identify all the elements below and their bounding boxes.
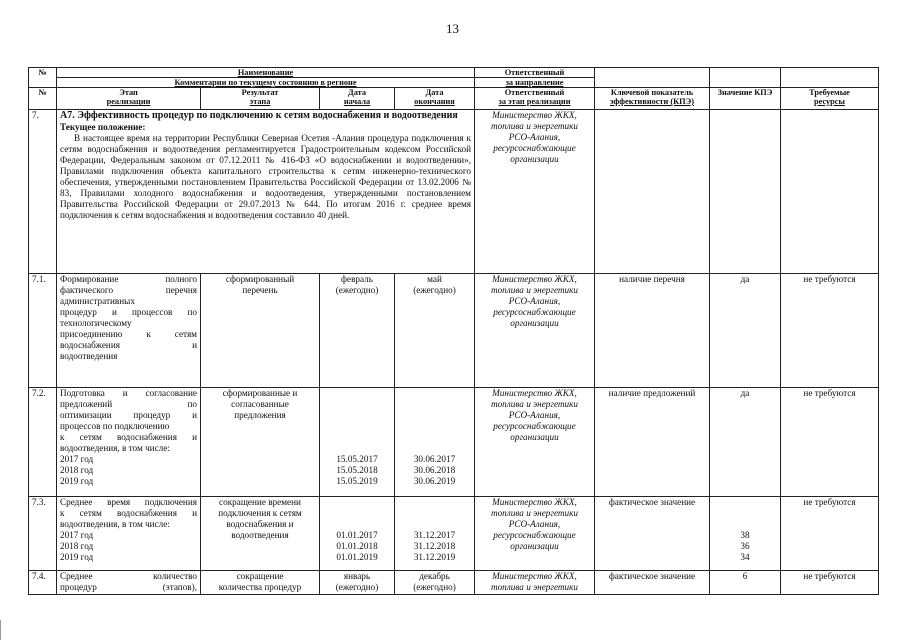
row-start: январь (ежегодно) [320,571,395,595]
row-result: сформированный перечень [201,274,320,388]
row-resources: не требуются [781,571,879,595]
row-resources: не требуются [781,497,879,571]
row-result: сформированные и согласованные предложения [201,388,320,497]
row-kpi: наличие перечня [595,274,710,388]
row-end: май (ежегодно) [395,274,475,388]
row-kpi: фактическое значение [595,571,710,595]
road-map-table [28,67,879,595]
section-responsible: Министерство ЖКХ, топлива и энергетики РСО-Алания, ресурсоснабжающие организации [475,110,595,274]
row-end: 30.06.2017 30.06.2018 30.06.2019 [395,388,475,497]
section-body: В настоящее время на территории Республики Северная Осетия -Алания процедура подключения к сетям водоснабжения и водоотведения регламентируется Градостроительным кодексом Российской Федерации, Федеральным законом от 07.12.2011 № 416-ФЗ «О водоснабжении и водоотведении», Правилами подключения объекта капитального строительства к сетям инженерно-технического обеспечения, утвержденными постановлением Правительства Российской Федерации от 13.02.2006 № 83, Правилами холодного водоснабжения и водоотведения, утвержденными постановлением Правительства Российской Федерации от 29.07.2013 № 644. По итогам 2016 г. среднее время подключения к сетям водоснабжения и водоотведения составило 40 дней. [60,133,471,220]
row-number: 7.2. [29,388,57,497]
header-start: Дата начала [320,88,395,110]
row-stage: Подготовка и согласование предложений по оптимизации процедур и процессов по подключению к сетям водоснабжения и водоотведения, в том числе: 2017 год 2018 год 2019 год [57,388,201,497]
table-row [29,497,879,571]
header-comment: Комментарии по текущему состоянию в регионе [57,78,475,88]
header-num-2: № [29,88,57,110]
row-kpi-value: 6 [710,571,781,595]
header-end: Дата окончания [395,88,475,110]
header-result: Результат этапа [201,88,320,110]
header-num: № [29,68,57,88]
row-kpi-value: да [710,274,781,388]
header-kpi: Ключевой показатель эффективности (КПЭ) [595,88,710,110]
row-kpi: наличие предложений [595,388,710,497]
header-responsible-direction: за направление [475,78,595,88]
table-row [29,571,879,595]
page-number: 13 [446,21,459,36]
row-number: 7.1. [29,274,57,388]
row-stage: Среднее время подключения к сетям водоснабжения и водоотведения, в том числе: 2017 год 2018 год 2019 год [57,497,201,571]
section-title: А7. Эффективность процедур по подключению к сетям водоснабжения и водоотведения [60,110,458,121]
row-stage: Среднее количество процедур (этапов), [57,571,201,595]
table-row [29,388,879,497]
section-number: 7. [29,110,57,274]
section-description [57,110,475,274]
row-responsible: Министерство ЖКХ, топлива и энергетики РСО-Алания, ресурсоснабжающие организации [475,388,595,497]
row-responsible: Министерство ЖКХ, топлива и энергетики [475,571,595,595]
section-current-label: Текущее положение: [60,122,146,132]
row-number: 7.3. [29,497,57,571]
row-start: февраль (ежегодно) [320,274,395,388]
header-responsible-top: Ответственный [475,68,595,78]
header-kpi-value: Значение КПЭ [710,88,781,110]
scan-edge-mark [0,620,1,640]
row-resources: не требуются [781,388,879,497]
row-responsible: Министерство ЖКХ, топлива и энергетики РСО-Алания, ресурсоснабжающие организации [475,274,595,388]
row-start: 15.05.2017 15.05.2018 15.05.2019 [320,388,395,497]
header-responsible-stage: Ответственный за этап реализации [475,88,595,110]
row-resources: не требуются [781,274,879,388]
row-end: декабрь (ежегодно) [395,571,475,595]
row-kpi-value: 38 36 34 [710,497,781,571]
row-kpi: фактическое значение [595,497,710,571]
section-row [29,110,879,274]
row-result: сокращение времени подключения к сетям водоснабжения и водоотведения [201,497,320,571]
row-kpi-value: да [710,388,781,497]
row-stage: Формирование полного фактического перечня административных процедур и процессов по технологическому присоединению к сетям водоснабжения и водоотведения [57,274,201,388]
header-resources: Требуемые ресурсы [781,88,879,110]
row-responsible: Министерство ЖКХ, топлива и энергетики РСО-Алания, ресурсоснабжающие организации [475,497,595,571]
row-number: 7.4. [29,571,57,595]
header-stage: Этап реализации [57,88,201,110]
row-end: 31.12.2017 31.12.2018 31.12.2019 [395,497,475,571]
row-start: 01.01.2017 01.01.2018 01.01.2019 [320,497,395,571]
header-name: Наименование [57,68,475,78]
row-result: сокращение количества процедур [201,571,320,595]
table-row [29,274,879,388]
